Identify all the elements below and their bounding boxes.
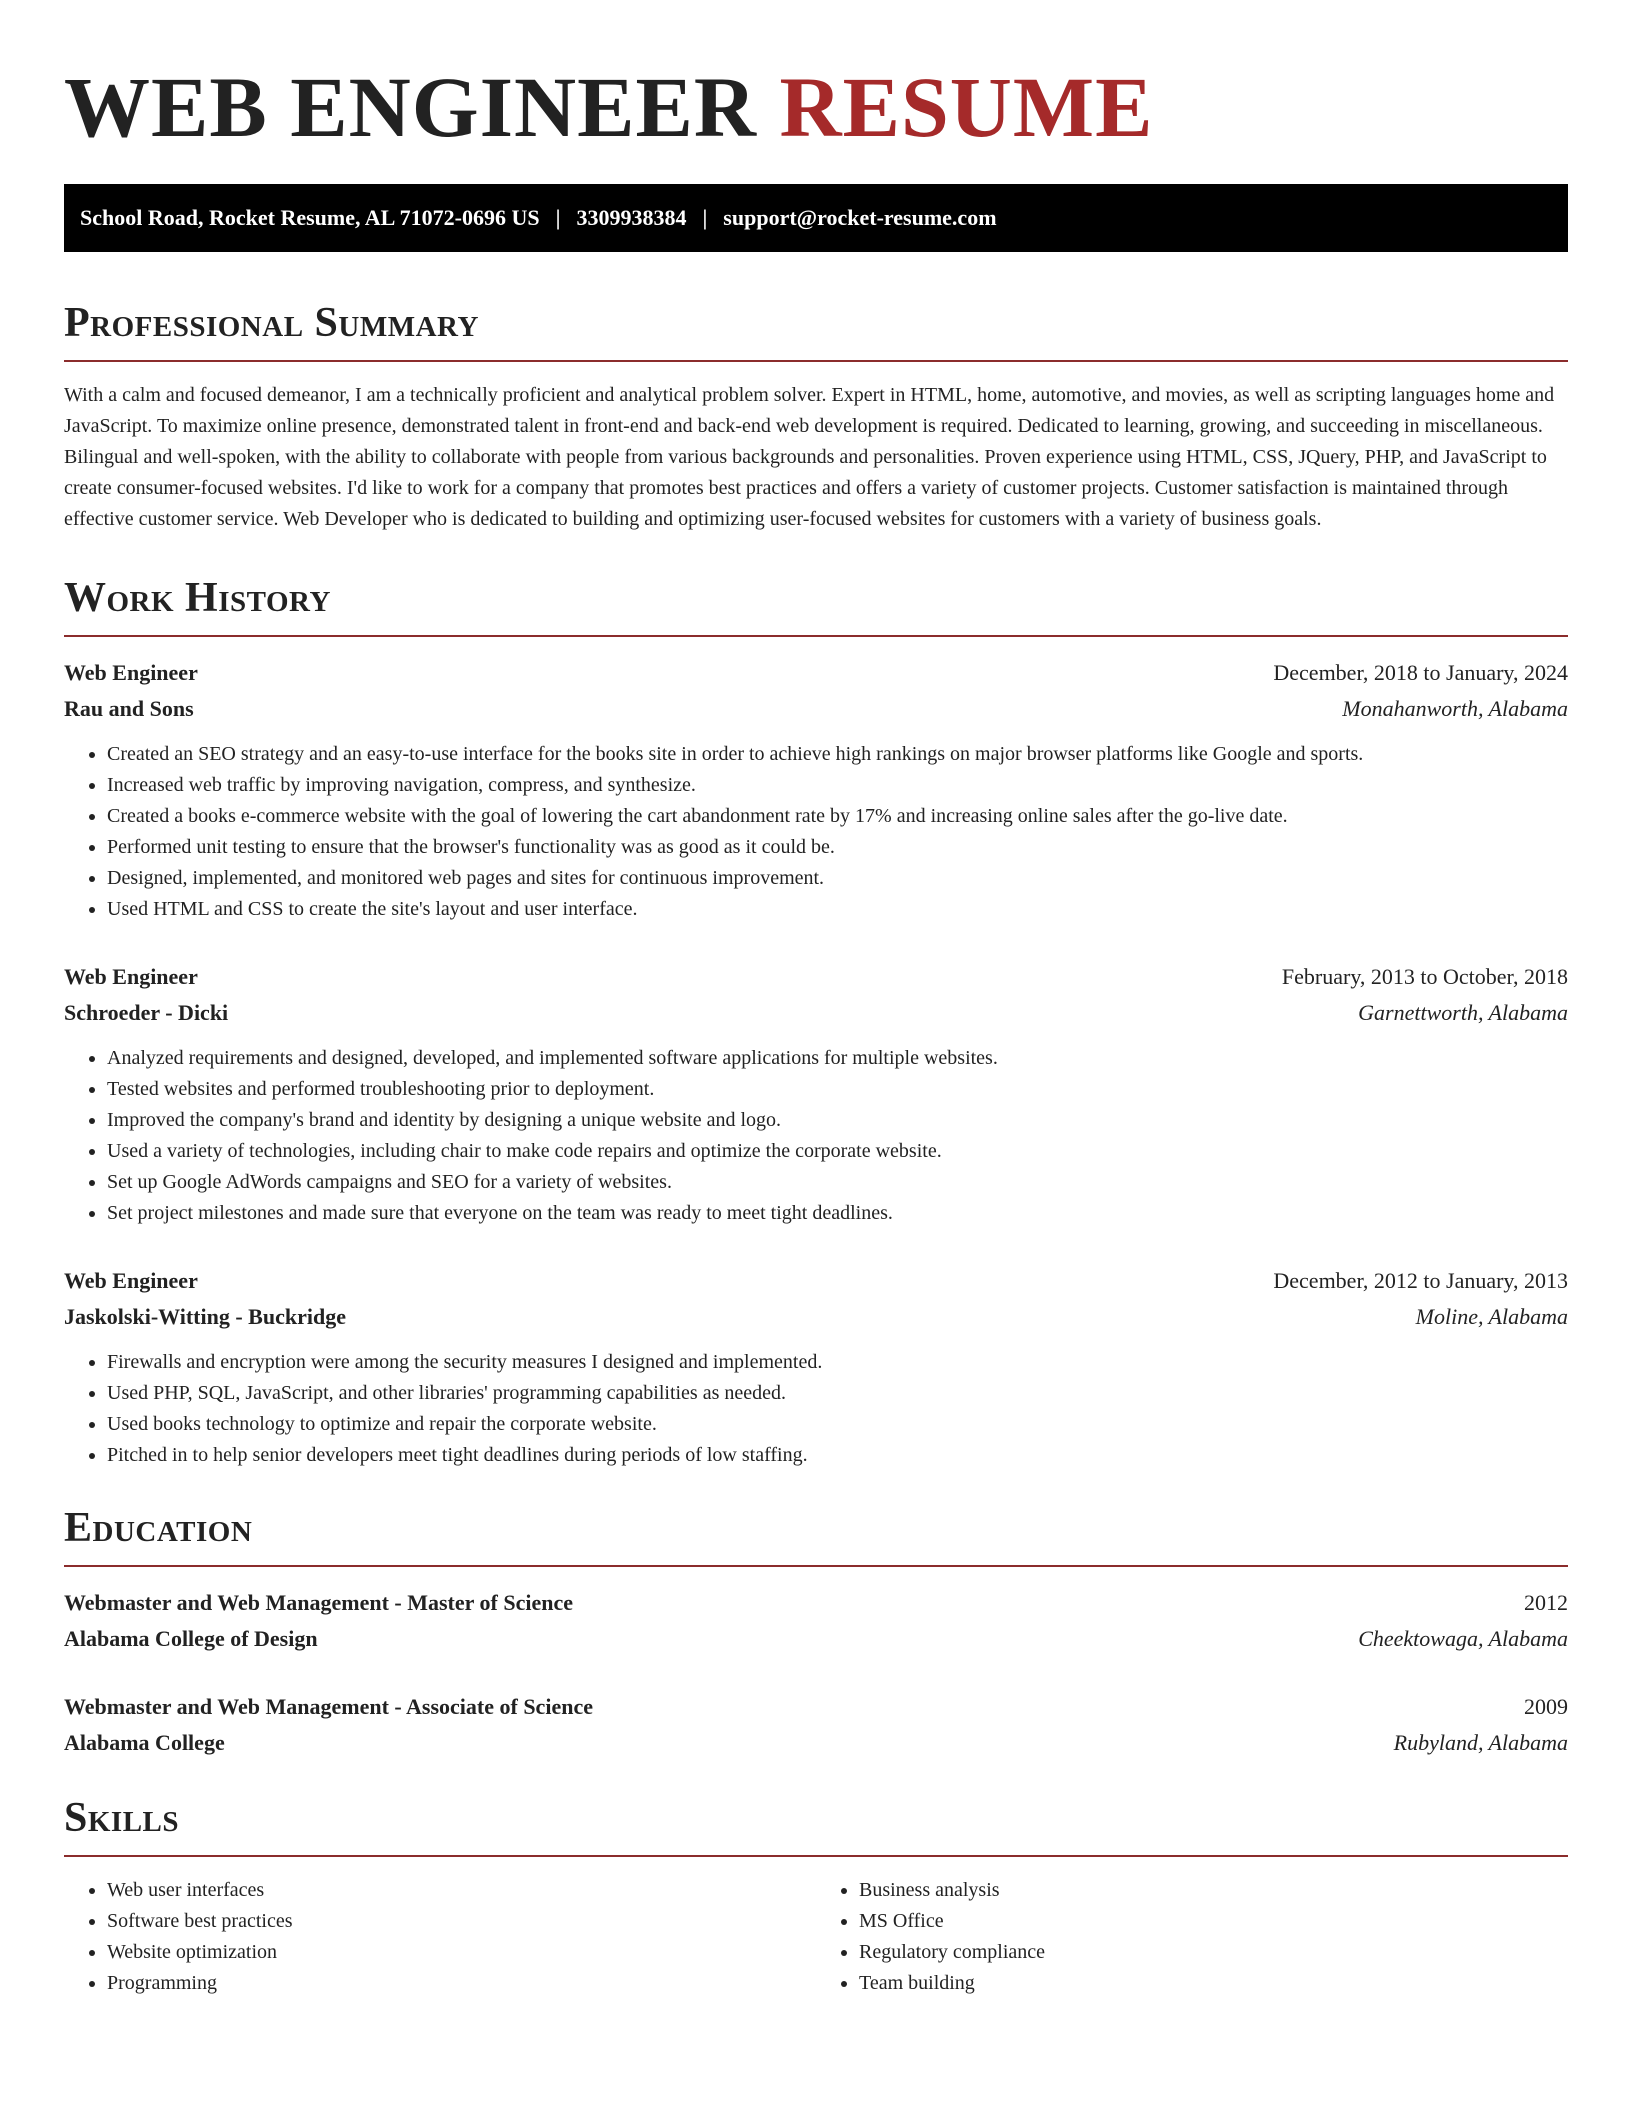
section-divider	[64, 1565, 1568, 1567]
education-school-row	[64, 1621, 1568, 1657]
job-company: Schroeder - Dicki	[64, 1000, 229, 1025]
summary-heading: Professional Summary	[64, 300, 479, 346]
education-section	[64, 1507, 1568, 1761]
contact-phone: 3309938384	[576, 205, 687, 230]
list-item: • Firewalls and encryption were among the security measures I designed and implemented.	[107, 1347, 1568, 1378]
job-entry	[64, 1263, 1568, 1471]
list-item: • Analyzed requirements and designed, developed, and implemented software applications for multiple websites.	[107, 1043, 1568, 1074]
list-item: • Set up Google AdWords campaigns and SEO for a variety of websites.	[107, 1167, 1568, 1198]
list-item: • Designed, implemented, and monitored web pages and sites for continuous improvement.	[107, 863, 1568, 894]
skill-item: • Web user interfaces	[107, 1875, 816, 1906]
job-title: Web Engineer	[64, 1268, 198, 1293]
education-school-row	[64, 1725, 1568, 1761]
education-location: Rubyland, Alabama	[1393, 1730, 1568, 1755]
job-company: Rau and Sons	[64, 696, 194, 721]
contact-bar	[64, 184, 1568, 252]
skills-list-left	[64, 1875, 816, 1999]
education-heading: Education	[64, 1505, 253, 1551]
skill-item: • Website optimization	[107, 1937, 816, 1968]
job-dates: December, 2012 to January, 2013	[1273, 1268, 1568, 1293]
work-history-section	[64, 577, 1568, 1471]
job-bullets	[64, 739, 1568, 925]
education-header-row	[64, 1585, 1568, 1621]
list-item: • Pitched in to help senior developers meet tight deadlines during periods of low staffing.	[107, 1440, 1568, 1471]
job-company-row	[64, 691, 1568, 727]
job-header-row	[64, 655, 1568, 691]
job-title: Web Engineer	[64, 964, 198, 989]
job-entry	[64, 959, 1568, 1229]
section-divider	[64, 635, 1568, 637]
job-company: Jaskolski-Witting - Buckridge	[64, 1304, 346, 1329]
contact-separator: |	[555, 205, 561, 230]
job-company-row	[64, 995, 1568, 1031]
skills-section	[64, 1797, 1568, 1999]
list-item: • Improved the company's brand and identity by designing a unique website and logo.	[107, 1105, 1568, 1136]
contact-separator: |	[702, 205, 708, 230]
education-school: Alabama College of Design	[64, 1626, 318, 1651]
title-accent: RESUME	[779, 59, 1154, 155]
skill-item: • Regulatory compliance	[859, 1937, 1568, 1968]
skill-item: • MS Office	[859, 1906, 1568, 1937]
list-item: • Set project milestones and made sure that everyone on the team was ready to meet tight deadlines.	[107, 1198, 1568, 1229]
job-location: Monahanworth, Alabama	[1342, 696, 1568, 721]
list-item: • Performed unit testing to ensure that the browser's functionality was as good as it could be.	[107, 832, 1568, 863]
skill-item: • Business analysis	[859, 1875, 1568, 1906]
skill-item: • Team building	[859, 1968, 1568, 1999]
list-item: • Tested websites and performed troubleshooting prior to deployment.	[107, 1074, 1568, 1105]
job-location: Moline, Alabama	[1415, 1304, 1568, 1329]
list-item: • Used PHP, SQL, JavaScript, and other libraries' programming capabilities as needed.	[107, 1378, 1568, 1409]
list-item: • Used books technology to optimize and repair the corporate website.	[107, 1409, 1568, 1440]
job-header-row	[64, 1263, 1568, 1299]
job-bullets	[64, 1043, 1568, 1229]
list-item: • Created a books e-commerce website with the goal of lowering the cart abandonment rate by 17% and increasing online sales after the go-live date.	[107, 801, 1568, 832]
contact-address: School Road, Rocket Resume, AL 71072-0696 US	[80, 205, 540, 230]
skills-heading: Skills	[64, 1795, 180, 1841]
education-degree: Webmaster and Web Management - Associate of Science	[64, 1694, 593, 1719]
section-divider	[64, 360, 1568, 362]
list-item: • Used HTML and CSS to create the site's layout and user interface.	[107, 894, 1568, 925]
summary-section	[64, 302, 1568, 535]
contact-email: support@rocket-resume.com	[723, 205, 997, 230]
education-location: Cheektowaga, Alabama	[1358, 1626, 1568, 1651]
skills-grid	[64, 1875, 1568, 1999]
education-school: Alabama College	[64, 1730, 225, 1755]
skill-item: • Programming	[107, 1968, 816, 1999]
job-header-row	[64, 959, 1568, 995]
section-divider	[64, 1855, 1568, 1857]
job-title: Web Engineer	[64, 660, 198, 685]
summary-text: With a calm and focused demeanor, I am a technically proficient and analytical problem solver. Expert in HTML, home, automotive, and movies, as well as scripting languages home and JavaScript. To maximize online presence, demonstrated talent in front-end and back-end web development is required. Dedicated to learning, growing, and succeeding in miscellaneous. Bilingual and well-spoken, with the ability to collaborate with people from various backgrounds and personalities. Proven experience using HTML, CSS, JQuery, PHP, and JavaScript to create consumer-focused websites. I'd like to work for a company that promotes best practices and offers a variety of customer projects. Customer satisfaction is maintained through effective customer service. Web Developer who is dedicated to building and optimizing user-focused websites for customers with a variety of business goals.	[64, 384, 1555, 530]
education-degree: Webmaster and Web Management - Master of Science	[64, 1590, 573, 1615]
job-dates: February, 2013 to October, 2018	[1281, 964, 1568, 989]
education-year: 2009	[1524, 1694, 1568, 1719]
job-entry	[64, 655, 1568, 925]
job-bullets	[64, 1347, 1568, 1471]
job-location: Garnettworth, Alabama	[1358, 1000, 1568, 1025]
job-dates: December, 2018 to January, 2024	[1273, 660, 1568, 685]
education-entry	[64, 1585, 1568, 1657]
resume-title	[64, 59, 1568, 155]
education-entry	[64, 1689, 1568, 1761]
education-year: 2012	[1524, 1590, 1568, 1615]
list-item: • Used a variety of technologies, including chair to make code repairs and optimize the corporate website.	[107, 1136, 1568, 1167]
education-header-row	[64, 1689, 1568, 1725]
skill-item: • Software best practices	[107, 1906, 816, 1937]
list-item: • Increased web traffic by improving navigation, compress, and synthesize.	[107, 770, 1568, 801]
work-history-heading: Work History	[64, 575, 331, 621]
skills-list-right	[816, 1875, 1568, 1999]
list-item: • Created an SEO strategy and an easy-to-use interface for the books site in order to achieve high rankings on major browser platforms like Google and sports.	[107, 739, 1568, 770]
title-main: WEB ENGINEER	[64, 59, 757, 155]
job-company-row	[64, 1299, 1568, 1335]
